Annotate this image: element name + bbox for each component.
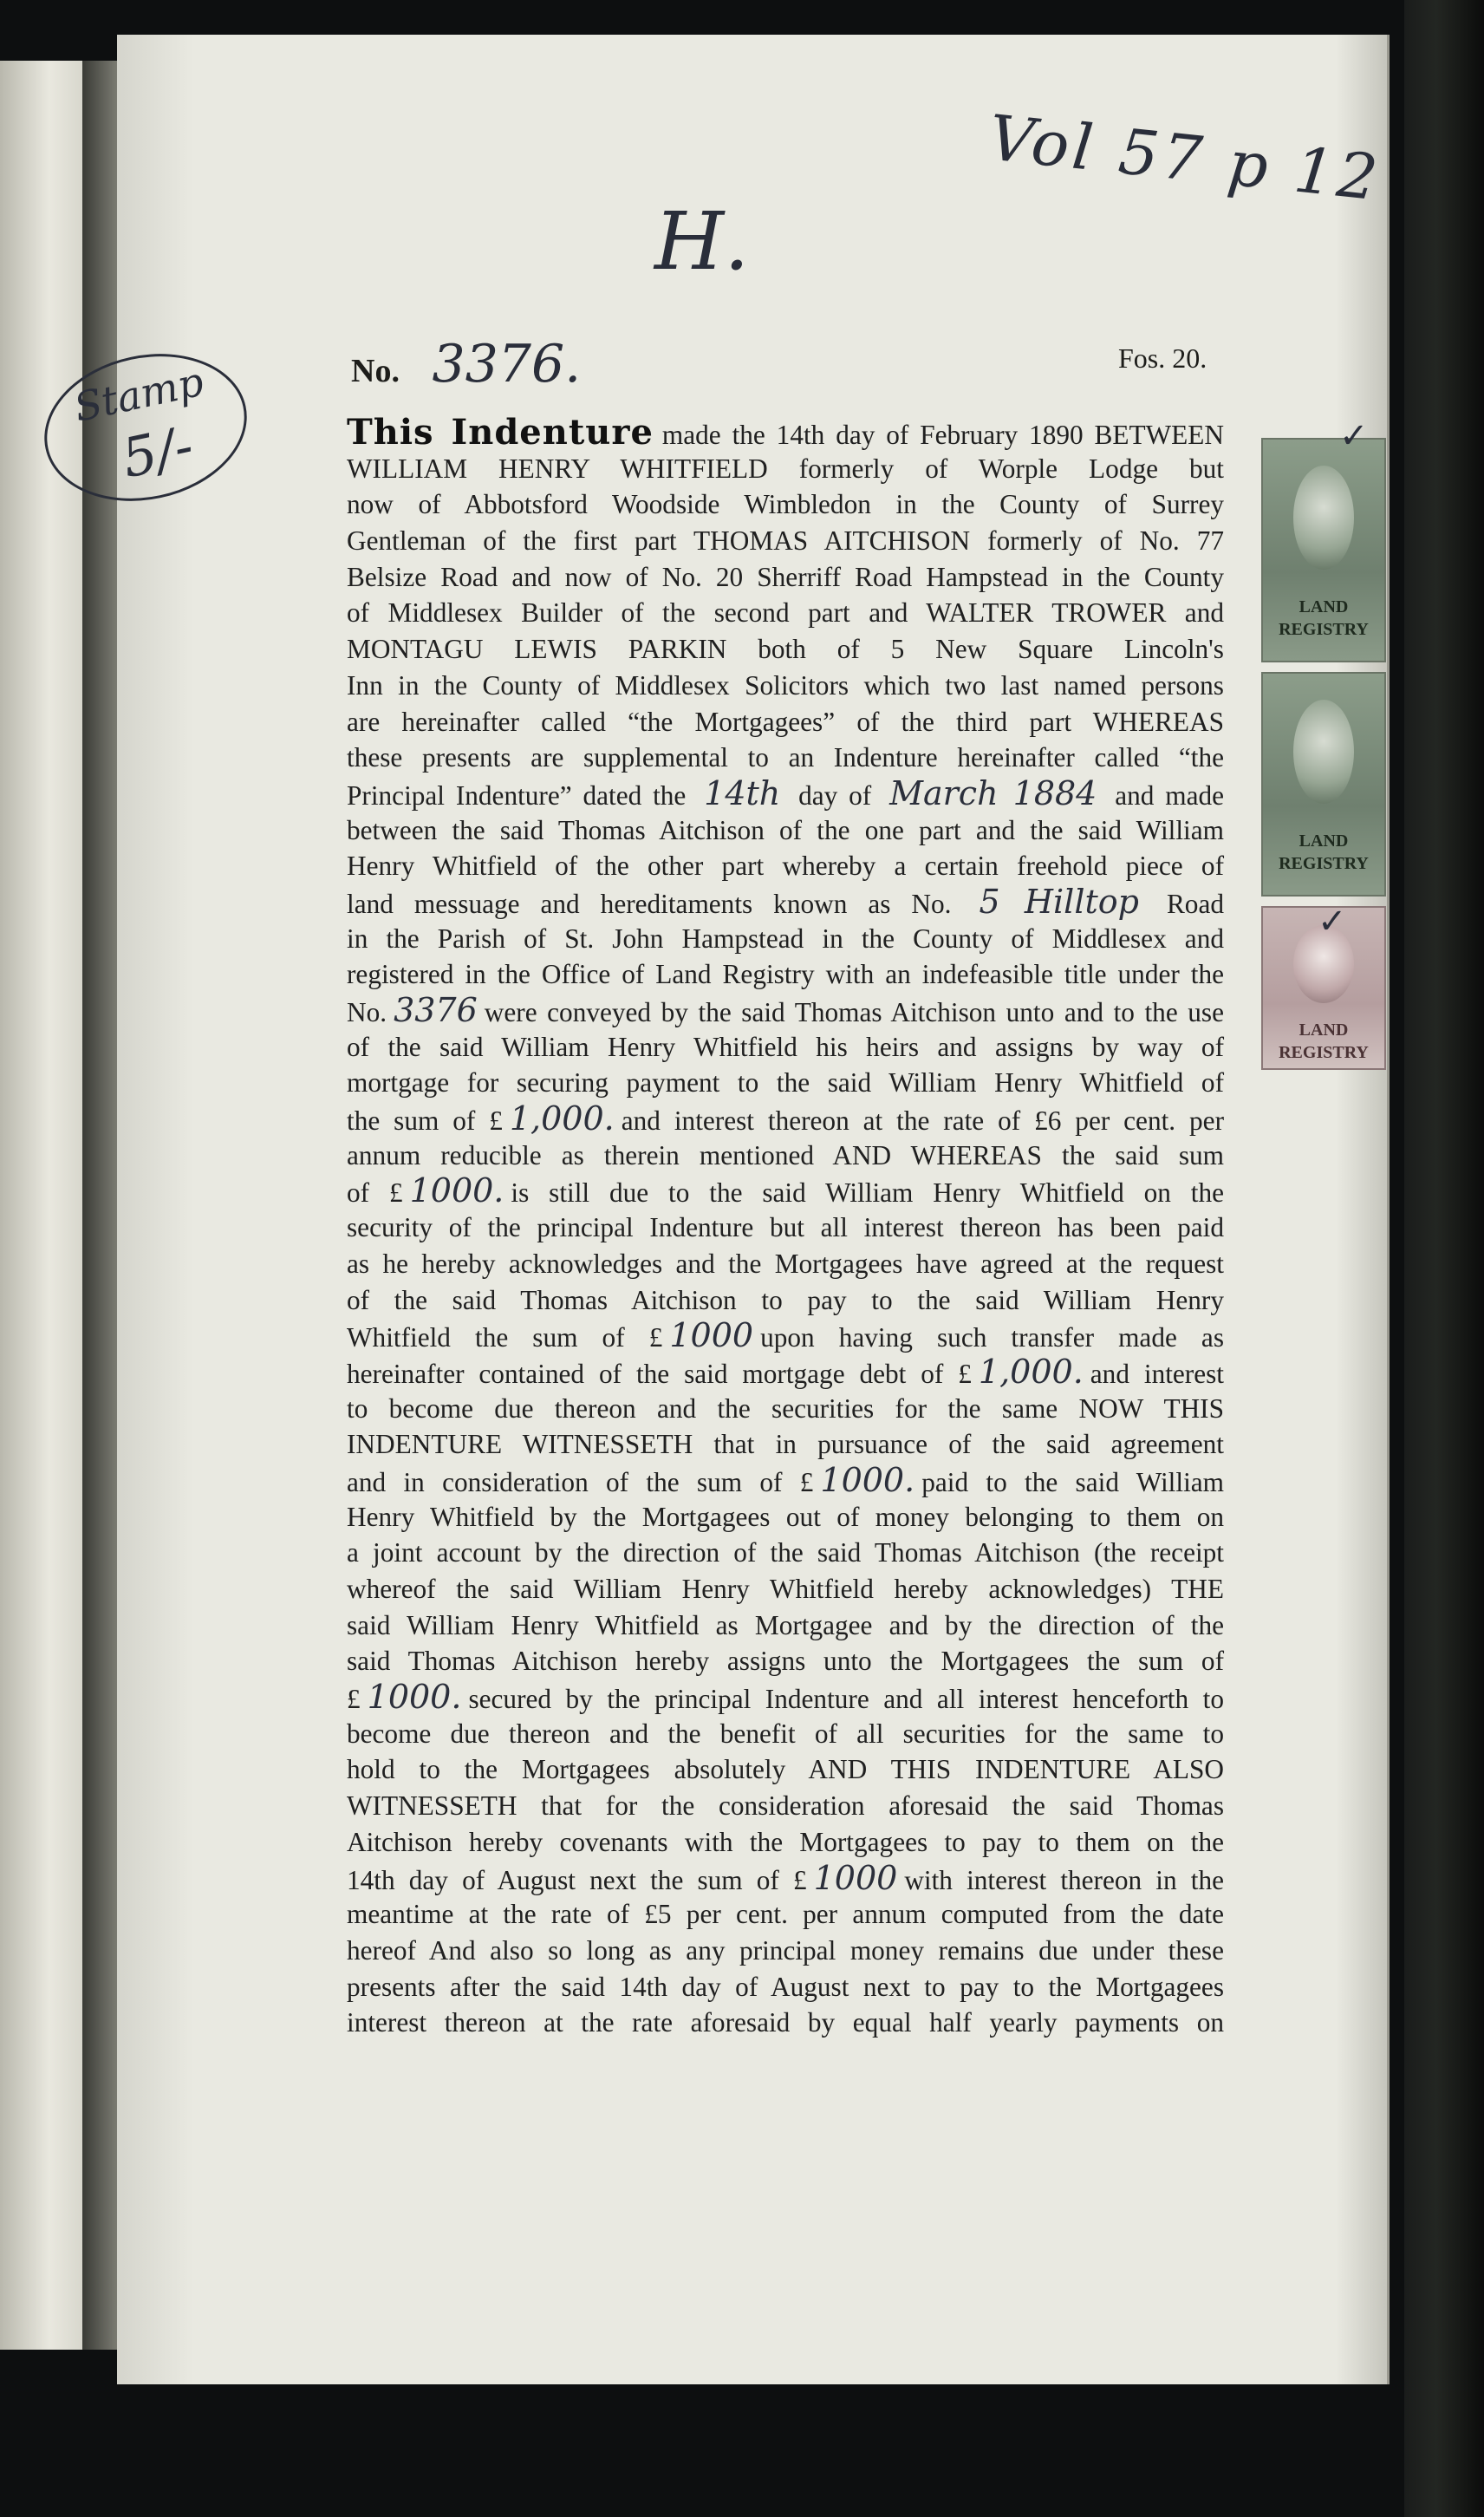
- deed-line: Principal Indenture” dated the 14th day of March 1884 and made: [347, 773, 1225, 812]
- deed-line: interest thereon at the rate aforesaid by equal half yearly payments on: [347, 2007, 1224, 2038]
- deed-line: of £ 1000. is still due to the said William Henry Whitfield on the: [347, 1171, 1224, 1210]
- deed-line: 14th day of August next the sum of £ 1000 with interest thereon in the: [347, 1858, 1224, 1897]
- deed-line: meantime at the rate of £5 per cent. per annum computed from the date: [347, 1899, 1224, 1930]
- deed-line: Whitfield the sum of £ 1000 upon having such transfer made as: [347, 1316, 1224, 1355]
- queen-portrait-icon: [1293, 466, 1354, 570]
- handwritten-insert: 1,000.: [978, 1352, 1084, 1391]
- handwritten-insert: March 1884: [889, 773, 1097, 812]
- deed-line: to become due thereon and the securities for the same NOW THIS: [347, 1392, 1224, 1424]
- stamp-label: LAND REGISTRY: [1279, 1020, 1369, 1062]
- deed-line: Inn in the County of Middlesex Solicitors which two last named persons: [347, 669, 1224, 701]
- stamp-fee-amount: 5/-: [116, 414, 199, 491]
- deed-line: become due thereon and the benefit of all securities for the same to: [347, 1718, 1224, 1749]
- deed-line: between the said Thomas Aitchison of the one part and the said William: [347, 814, 1224, 845]
- deed-line: Gentleman of the first part THOMAS AITCHISON formerly of No. 77: [347, 525, 1224, 557]
- deed-line: and in consideration of the sum of £ 1000. paid to the said William: [347, 1460, 1224, 1499]
- deed-line: the sum of £ 1,000. and interest thereon at the rate of £6 per cent. per: [347, 1099, 1224, 1138]
- deed-line: as he hereby acknowledges and the Mortgagees have agreed at the request: [347, 1248, 1224, 1279]
- number-label: No.: [351, 353, 400, 389]
- stamp-fee-word: Stamp: [69, 357, 208, 431]
- revenue-stamp-1: [1261, 438, 1386, 662]
- check-mark-icon: ✓: [1339, 416, 1369, 456]
- opening-words: This Indenture: [347, 412, 654, 453]
- deed-line: Belsize Road and now of No. 20 Sherriff Road Hampstead in the County: [347, 561, 1224, 592]
- handwritten-insert: 3376: [394, 991, 478, 1029]
- handwritten-insert: 1000: [813, 1858, 898, 1897]
- deed-line: annum reducible as therein mentioned AND WHEREAS the said sum: [347, 1139, 1224, 1170]
- deed-line: whereof the said William Henry Whitfield hereby acknowledges) THE: [347, 1574, 1224, 1604]
- deed-line: INDENTURE WITNESSETH that in pursuance of the said agreement: [347, 1429, 1224, 1460]
- handwritten-insert: 5 Hilltop: [979, 882, 1139, 921]
- deed-line: registered in the Office of Land Registry with an indefeasible title under the: [347, 959, 1224, 990]
- deed-line: £ 1000. secured by the principal Indenture and all interest henceforth to: [347, 1678, 1224, 1717]
- deed-line: in the Parish of St. John Hampstead in the County of Middlesex and: [347, 923, 1224, 954]
- deed-line: are hereinafter called “the Mortgagees” of the third part WHEREAS: [347, 706, 1224, 737]
- deed-line: these presents are supplemental to an Indenture hereinafter called “the: [347, 742, 1224, 773]
- number-value: 3376.: [432, 334, 582, 395]
- deed-line: presents after the said 14th day of August next to pay to the Mortgagees: [347, 1971, 1224, 2002]
- deed-line: of the said Thomas Aitchison to pay to the said William Henry: [347, 1284, 1224, 1315]
- volume-reference: Vol 57 p 12: [985, 101, 1384, 215]
- handwritten-insert: 1000: [669, 1316, 754, 1355]
- deed-line: said Thomas Aitchison hereby assigns unto the Mortgagees the sum of: [347, 1646, 1224, 1677]
- deed-line: No. 3376 were conveyed by the said Thomas Aitchison unto and to the use: [347, 991, 1224, 1029]
- book-cover-edge: [1404, 0, 1484, 2517]
- handwritten-insert: 1,000.: [509, 1099, 615, 1138]
- handwritten-insert: 14th: [704, 773, 781, 812]
- deed-line: mortgage for securing payment to the said William Henry Whitfield of: [347, 1067, 1224, 1099]
- stamp-label: LAND REGISTRY: [1279, 597, 1369, 639]
- deed-line: WITNESSETH that for the consideration aforesaid the said Thomas: [347, 1790, 1224, 1822]
- document-number: [351, 334, 581, 395]
- deed-body: [347, 414, 1224, 2041]
- deed-line: hold to the Mortgagees absolutely AND THIS INDENTURE ALSO: [347, 1754, 1224, 1785]
- handwritten-insert: 1000.: [367, 1678, 462, 1717]
- queen-portrait-icon: [1293, 700, 1354, 804]
- deed-line: Henry Whitfield by the Mortgagees out of money belonging to them on: [347, 1501, 1224, 1532]
- handwritten-insert: 1000.: [409, 1171, 504, 1210]
- deed-line: Henry Whitfield of the other part whereby a certain freehold piece of: [347, 851, 1224, 882]
- deed-line: a joint account by the direction of the said Thomas Aitchison (the receipt: [347, 1537, 1224, 1568]
- deed-line: hereinafter contained of the said mortgage debt of £ 1,000. and interest: [347, 1352, 1224, 1391]
- deed-line: MONTAGU LEWIS PARKIN both of 5 New Square Lincoln's: [347, 634, 1224, 665]
- folio-count: Fos. 20.: [1118, 342, 1207, 374]
- deed-line: said William Henry Whitfield as Mortgagee and by the direction of the: [347, 1609, 1224, 1640]
- stamp-label: LAND REGISTRY: [1279, 831, 1369, 873]
- check-mark-icon: ✓: [1318, 902, 1347, 942]
- deed-line: WILLIAM HENRY WHITFIELD formerly of Worple Lodge but: [347, 453, 1224, 484]
- deed-line: hereof And also so long as any principal money remains due under these: [347, 1934, 1224, 1966]
- deed-line: of Middlesex Builder of the second part and WALTER TROWER and: [347, 597, 1224, 629]
- header-letter: H.: [654, 195, 750, 288]
- revenue-stamp-2: [1261, 672, 1386, 897]
- deed-line: security of the principal Indenture but all interest thereon has been paid: [347, 1212, 1224, 1243]
- deed-line: land messuage and hereditaments known as No. 5 Hilltop Road: [347, 882, 1225, 921]
- deed-line: now of Abbotsford Woodside Wimbledon in the County of Surrey: [347, 489, 1224, 520]
- deed-line: of the said William Henry Whitfield his heirs and assigns by way of: [347, 1031, 1224, 1062]
- deed-line: This Indenture made the 14th day of February 1890 BETWEEN: [347, 412, 1224, 453]
- deed-line: Aitchison hereby covenants with the Mortgagees to pay to them on the: [347, 1826, 1224, 1857]
- handwritten-insert: 1000.: [820, 1460, 915, 1499]
